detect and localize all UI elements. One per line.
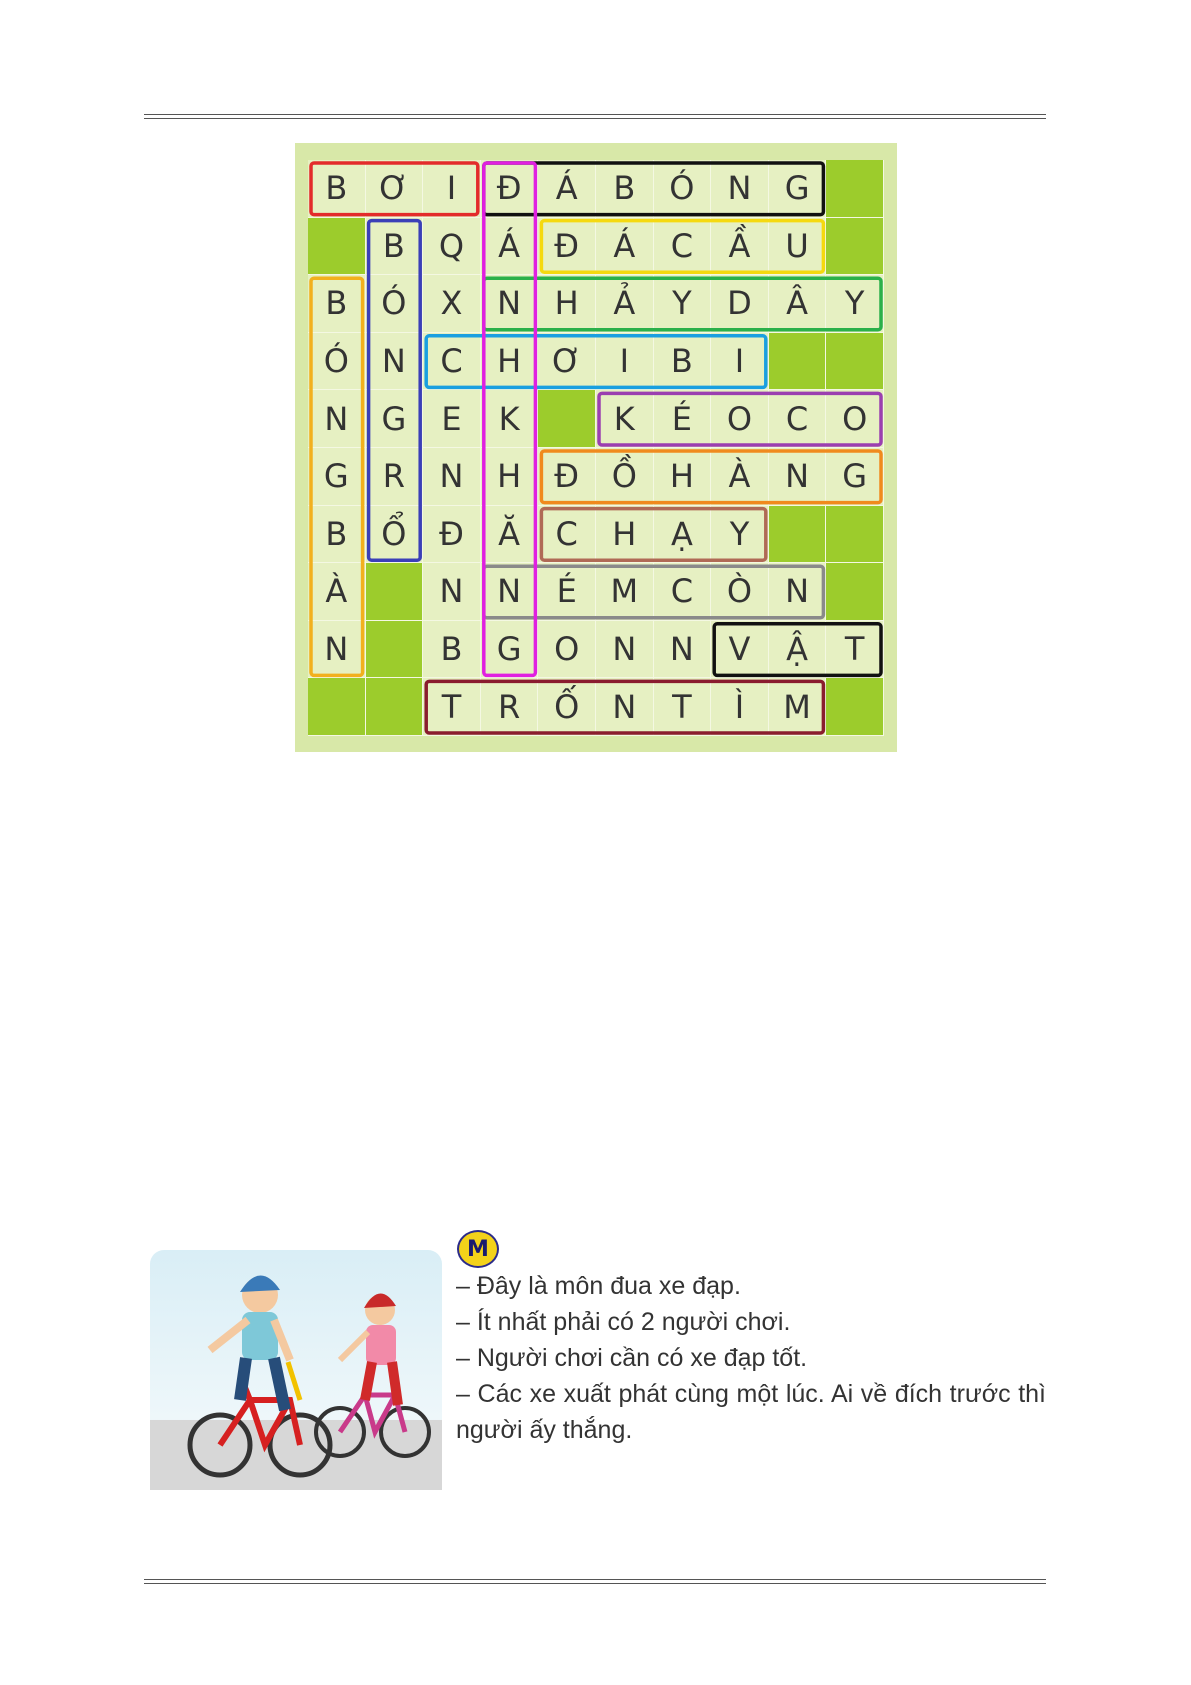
grid-cell: R (481, 678, 539, 736)
grid-cell: Đ (538, 218, 596, 276)
grid-cell: C (654, 563, 712, 621)
grid-cell: À (308, 563, 366, 621)
grid-cell: M (769, 678, 827, 736)
grid-cell: N (654, 621, 712, 679)
grid-cell: G (769, 160, 827, 218)
grid-cell: N (769, 448, 827, 506)
grid-cell: I (711, 333, 769, 391)
grid-cell: H (481, 448, 539, 506)
grid-cell: B (308, 506, 366, 564)
grid-cell: V (711, 621, 769, 679)
grid-cell: I (596, 333, 654, 391)
grid-cell: É (654, 390, 712, 448)
grid-cell: B (308, 160, 366, 218)
grid-cell: Đ (538, 448, 596, 506)
grid-cell: Ố (538, 678, 596, 736)
grid-cell: Y (711, 506, 769, 564)
grid-cell: Ạ (654, 506, 712, 564)
grid-cell: I (423, 160, 481, 218)
grid-cell: Ơ (538, 333, 596, 391)
grid-cell: G (481, 621, 539, 679)
grid-cell-empty (538, 390, 596, 448)
grid-cell: N (423, 448, 481, 506)
model-description (456, 1268, 1046, 1448)
model-line: – Đây là môn đua xe đạp. (456, 1272, 741, 1300)
grid-cell: T (654, 678, 712, 736)
model-badge: M (457, 1230, 499, 1268)
grid-cell: H (538, 275, 596, 333)
grid-cell: O (711, 390, 769, 448)
grid-cell: Ậ (769, 621, 827, 679)
grid-cell: Ơ (366, 160, 424, 218)
grid-cell-empty (826, 333, 884, 391)
grid-cell: D (711, 275, 769, 333)
grid-cell: E (423, 390, 481, 448)
grid-cell: Ả (596, 275, 654, 333)
model-line: – Các xe xuất phát cùng một lúc. Ai về đích trước thì người ấy thắng. (456, 1380, 1046, 1444)
grid-cell: N (711, 160, 769, 218)
grid-cell: N (308, 390, 366, 448)
model-line: – Ít nhất phải có 2 người chơi. (456, 1308, 791, 1336)
grid-cell: Ă (481, 506, 539, 564)
grid-cell: Â (769, 275, 827, 333)
grid-cell-empty (769, 333, 827, 391)
grid-cell: H (654, 448, 712, 506)
grid-cell: C (769, 390, 827, 448)
grid-cell: C (538, 506, 596, 564)
grid-cell: K (481, 390, 539, 448)
grid-cell: Đ (481, 160, 539, 218)
grid-cell-empty (769, 506, 827, 564)
grid-cell: N (366, 333, 424, 391)
grid-cell-empty (826, 563, 884, 621)
grid-cell: U (769, 218, 827, 276)
grid-cell-empty (308, 678, 366, 736)
grid-cell: N (308, 621, 366, 679)
grid-cell: R (366, 448, 424, 506)
grid-cell: G (826, 448, 884, 506)
grid-cell-empty (826, 506, 884, 564)
model-line: – Người chơi cần có xe đạp tốt. (456, 1344, 808, 1372)
grid-cell: N (596, 621, 654, 679)
grid-cell-empty (826, 218, 884, 276)
grid-cell: Y (826, 275, 884, 333)
grid-cell: C (423, 333, 481, 391)
bicycle-race-illustration (150, 1250, 442, 1490)
grid-cell-empty (366, 563, 424, 621)
grid-cell: Ầ (711, 218, 769, 276)
grid-cell: G (308, 448, 366, 506)
grid-cell-empty (366, 621, 424, 679)
grid-cell: Ó (654, 160, 712, 218)
grid-cell: K (596, 390, 654, 448)
grid-cell: Ì (711, 678, 769, 736)
footer-rule (144, 1579, 1046, 1584)
grid-cell: À (711, 448, 769, 506)
grid-cell-empty (826, 678, 884, 736)
grid-cell: X (423, 275, 481, 333)
grid-cell: Ổ (366, 506, 424, 564)
grid-cell: Á (596, 218, 654, 276)
grid-cell: Á (481, 218, 539, 276)
grid-cell: O (826, 390, 884, 448)
grid-cell: G (366, 390, 424, 448)
grid-cell: Y (654, 275, 712, 333)
grid-cell: N (596, 678, 654, 736)
grid-cell: N (423, 563, 481, 621)
header-rule (144, 114, 1046, 119)
grid-cell: H (596, 506, 654, 564)
grid-cell: N (481, 563, 539, 621)
grid-cell: Á (538, 160, 596, 218)
grid-cell: Đ (423, 506, 481, 564)
grid-cell: Ó (366, 275, 424, 333)
letter-grid (308, 160, 884, 736)
grid-cell: É (538, 563, 596, 621)
grid-cell: O (538, 621, 596, 679)
grid-cell: Q (423, 218, 481, 276)
grid-cell-empty (366, 678, 424, 736)
grid-cell: C (654, 218, 712, 276)
grid-cell: T (423, 678, 481, 736)
grid-cell-empty (826, 160, 884, 218)
grid-cell: N (769, 563, 827, 621)
grid-cell: B (596, 160, 654, 218)
grid-cell: N (481, 275, 539, 333)
grid-cell: H (481, 333, 539, 391)
grid-cell: T (826, 621, 884, 679)
grid-cell: B (654, 333, 712, 391)
grid-cell: B (308, 275, 366, 333)
grid-cell-empty (308, 218, 366, 276)
word-search-puzzle (295, 143, 897, 752)
grid-cell: B (423, 621, 481, 679)
grid-cell: M (596, 563, 654, 621)
grid-cell: Ò (711, 563, 769, 621)
grid-cell: Ồ (596, 448, 654, 506)
grid-cell: B (366, 218, 424, 276)
grid-cell: Ó (308, 333, 366, 391)
